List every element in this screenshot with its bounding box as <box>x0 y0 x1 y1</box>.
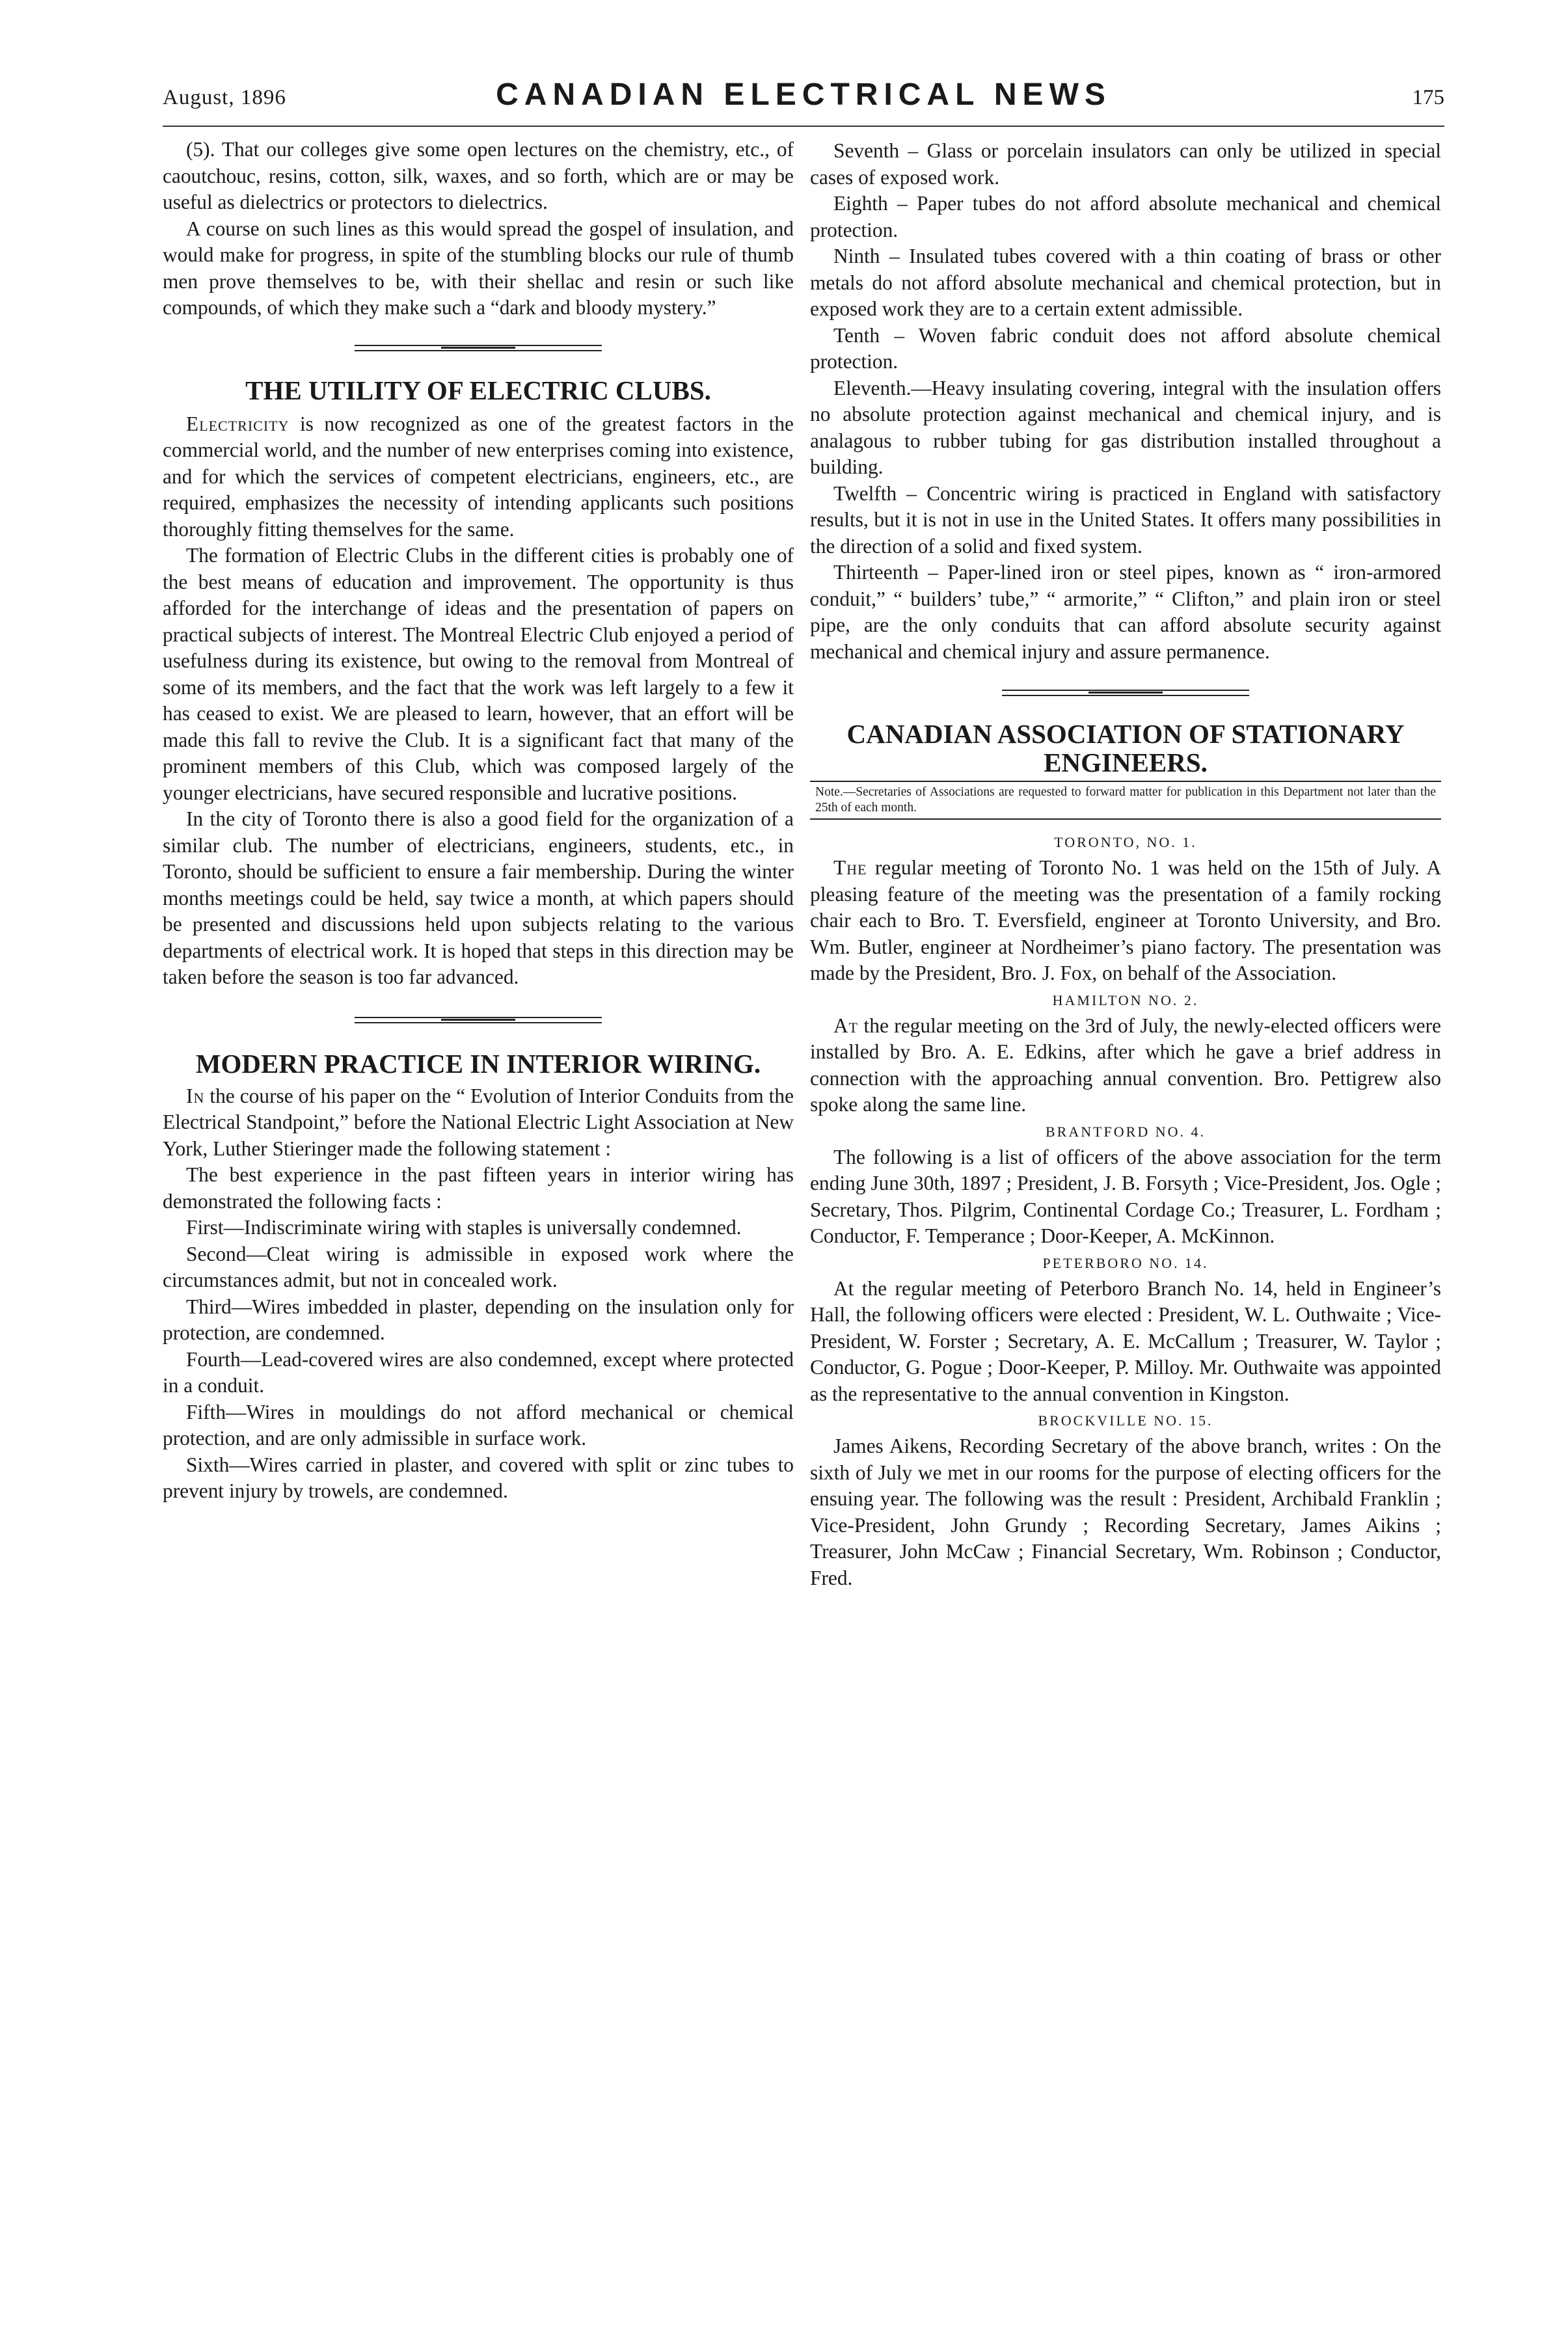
issue-date: August, 1896 <box>163 86 286 109</box>
header-rule <box>163 126 1444 127</box>
wiring-paragraph: Eleventh.—Heavy insulating covering, integral with the insulation offers no absolute protection against mechanical and chemical injury, and is analagous to rubber tubing for gas distribution installed throughout a building. <box>810 376 1441 478</box>
branch-report: James Aikens, Recording Secretary of the above branch, writes : On the sixth of July we met in our rooms for the purpose of electing officers for the ensuing year. The following was the result : President, Archibald Franklin ; Vice-President, John Grundy ; Recording Secretary, James Aikins ; Treasurer, John McCaw ; Financial Secretary, Wm. Robinson ; Conductor, Fred. <box>810 1435 1441 1589</box>
branch-heading: BRANTFORD NO. 4. <box>1045 1123 1206 1140</box>
editorial-note: Note.—Secretaries of Associations are requested to forward matter for publication in this Department not later than the 25th of each month. <box>815 785 1436 815</box>
wiring-paragraph: Eighth – Paper tubes do not afford absolute mechanical and chemical protection. <box>810 192 1441 241</box>
wiring-paragraph: Twelfth – Concentric wiring is practiced in England with satisfactory results, but it is not in use in the United States. It offers many possibilities in the direction of a solid and fixed system. <box>810 481 1441 558</box>
branch-report: The regular meeting of Toronto No. 1 was held on the 15th of July. A pleasing feature of the meeting was the presentation of a family rocking chair each to Bro. T. Eversfield, engineer at Toronto University, and Bro. Wm. Butler, engineer at Nordheimer’s piano factory. The presentation was made by the President, Bro. J. Fox, on behalf of the Association. <box>810 856 1441 984</box>
wiring-paragraph: Fourth—Lead-covered wires are also condemned, except where protected in a conduit. <box>163 1347 794 1397</box>
article-title-stationary-engineers: CANADIAN ASSOCIATION OF STATIONARY ENGINEERS. <box>846 719 1405 777</box>
note-rule <box>810 818 1441 820</box>
branch-heading: TORONTO, NO. 1. <box>1054 834 1197 850</box>
wiring-paragraph: The best experience in the past fifteen years in interior wiring has demonstrated the following facts : <box>163 1163 794 1213</box>
section-divider <box>355 344 602 354</box>
wiring-paragraph: Seventh – Glass or porcelain insulators can only be utilized in special cases of exposed work. <box>810 139 1441 189</box>
wiring-paragraph: Tenth – Woven fabric conduit does not afford absolute chemical protection. <box>810 323 1441 373</box>
intro-paragraph: (5). That our colleges give some open lectures on the chemistry, etc., of caoutchouc, resins, cotton, silk, waxes, and so forth, which are or may be useful as dielectrics or protectors to dielectrics. <box>163 138 794 213</box>
article-title-electric-clubs: THE UTILITY OF ELECTRIC CLUBS. <box>245 375 711 405</box>
lead-word: In <box>186 1084 205 1107</box>
wiring-paragraph: Third—Wires imbedded in plaster, depending on the insulation only for protection, are condemned. <box>163 1295 794 1344</box>
wiring-paragraph: In the course of his paper on the “ Evolution of Interior Conduits from the Electrical Standpoint,” before the National Electric Light Association at New York, Luther Stieringer made the following statement : <box>163 1084 794 1160</box>
clubs-paragraph: Electricity is now recognized as one of the greatest factors in the commercial world, and the number of new enterprises coming into existence, and for which the services of competent electricians, engineers, etc., are required, emphasizes the necessity of intending applicants such positions thoroughly fitting themselves for the same. <box>163 412 794 541</box>
page-number: 175 <box>1412 86 1444 109</box>
note-rule <box>810 781 1441 782</box>
wiring-paragraph: Fifth—Wires in mouldings do not afford mechanical or chemical protection, and are only admissible in surface work. <box>163 1400 794 1449</box>
clubs-paragraph: In the city of Toronto there is also a good field for the organization of a similar club. The number of electricians, engineers, students, etc., in Toronto, should be sufficient to ensure a fair membership. During the winter months meetings could be held, say twice a month, at which papers should be presented and discussions held upon subjects relating to the various departments of electrical work. It is hoped that steps in this direction may be taken before the season is too far advanced. <box>163 807 794 988</box>
branch-report: The following is a list of officers of the above association for the term ending June 30th, 1897 ; President, J. B. Forsyth ; Vice-President, Jos. Ogle ; Secretary, Thos. Pilgrim, Continental Cordage Co.; Treasurer, L. Fordham ; Conductor, F. Temperance ; Door-Keeper, A. McKinnon. <box>810 1145 1441 1247</box>
wiring-paragraph: Second—Cleat wiring is admissible in exposed work where the circumstances admit, but not in concealed work. <box>163 1242 794 1291</box>
branch-heading: BROCKVILLE NO. 15. <box>1038 1412 1213 1429</box>
wiring-paragraph: Sixth—Wires carried in plaster, and covered with split or zinc tubes to prevent injury by trowels, are condemned. <box>163 1453 794 1502</box>
lead-word: At <box>833 1014 859 1037</box>
branch-report: At the regular meeting of Peterboro Branch No. 14, held in Engineer’s Hall, the following officers were elected : President, W. L. Outhwaite ; Vice-President, W. Forster ; Secretary, A. E. McCallum ; Treasurer, W. Taylor ; Conductor, G. Pogue ; Door-Keeper, P. Milloy. Mr. Outhwaite was appointed as the representative to the annual convention in Kingston. <box>810 1276 1441 1405</box>
left-column <box>163 137 794 1505</box>
right-column <box>810 138 1441 1591</box>
section-divider <box>1002 688 1249 699</box>
clubs-paragraph: The formation of Electric Clubs in the different cities is probably one of the best means of education and improvement. The opportunity is thus afforded for the interchange of ideas and the presentation of papers on practical subjects of interest. The Montreal Electric Club enjoyed a period of usefulness during its existence, but owing to the removal from Montreal of some of its members, and the fact that the work was left largely to a few it has ceased to exist. We are pleased to learn, however, that an effort will be made this fall to revive the Club. It is a significant fact that many of the prominent members of this Club, which was composed largely of the younger electricians, have secured responsible and lucrative positions. <box>163 544 794 804</box>
wiring-paragraph: Ninth – Insulated tubes covered with a thin coating of brass or other metals do not afford absolute mechanical and chemical protection, but in exposed work they are to a certain extent admissible. <box>810 245 1441 320</box>
wiring-paragraph: First—Indiscriminate wiring with staples is universally condemned. <box>186 1216 742 1239</box>
wiring-paragraph: Thirteenth – Paper-lined iron or steel pipes, known as “ iron-armored conduit,” “ builders’ tube,” “ armorite,” “ Clifton,” and plain iron or steel pipe, are the only conduits that can afford absolute security against mechanical and chemical injury and assure permanence. <box>810 561 1441 663</box>
branch-report: At the regular meeting on the 3rd of July, the newly-elected officers were installed by Bro. A. E. Edkins, after which he gave a brief address in connection with the approaching annual convention. Bro. Pettigrew also spoke along the same line. <box>810 1014 1441 1116</box>
article-title-interior-wiring: MODERN PRACTICE IN INTERIOR WIRING. <box>195 1048 761 1079</box>
section-divider <box>355 1016 602 1026</box>
branch-heading: HAMILTON NO. 2. <box>1052 991 1199 1008</box>
lead-word: The <box>833 856 867 879</box>
intro-paragraph: A course on such lines as this would spread the gospel of insulation, and would make for progress, in spite of the stumbling blocks our rule of thumb men prove themselves to be, with their shellac and resin or such like compounds, of which they make such a “dark and bloody mystery.” <box>163 217 794 319</box>
page-header <box>163 77 1444 122</box>
masthead-title: CANADIAN ELECTRICAL NEWS <box>496 77 1111 112</box>
lead-word: Electricity <box>186 412 290 435</box>
branch-heading: PETERBORO NO. 14. <box>1042 1254 1209 1271</box>
